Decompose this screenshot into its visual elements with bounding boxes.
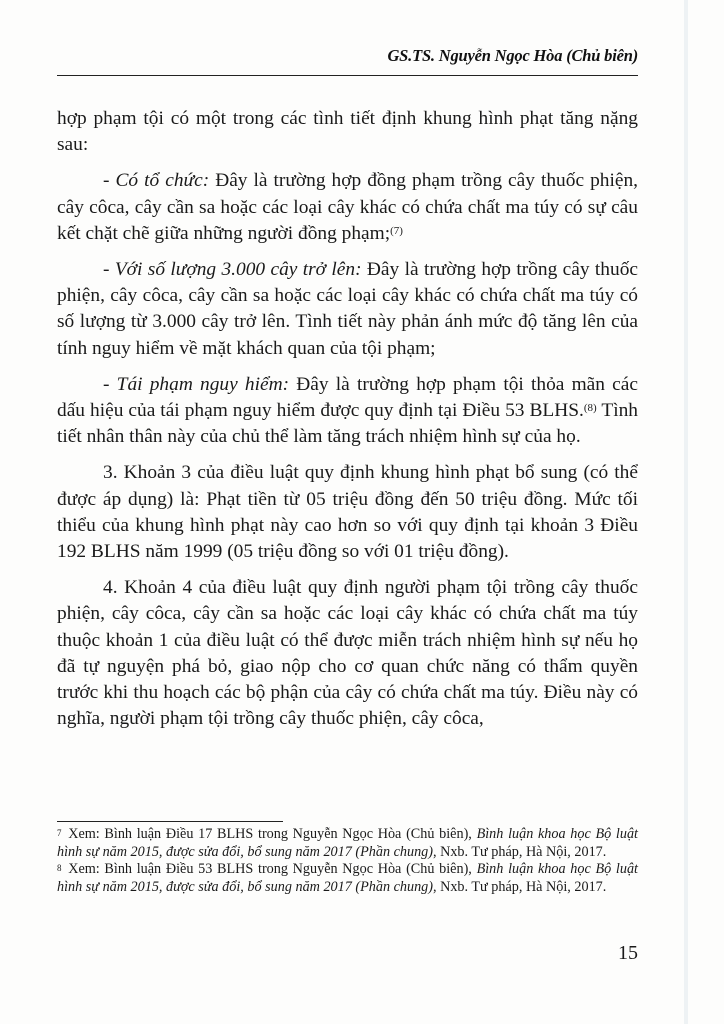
paragraph-text: Tình tiết nhân thân này của chủ thể làm tăng trách nhiệm hình sự của họ. [57, 400, 638, 448]
paragraph-text: Đây là trường hợp đồng phạm trồng cây thuốc phiện, cây côca, cây cần sa hoặc các loại cây khác có chứa chất ma túy có sự câu kết chặt chẽ giữa những người đồng phạm; [57, 170, 638, 244]
footnote-number: 8 [57, 863, 62, 874]
page-gutter-shade [684, 0, 688, 1024]
paragraph-so-luong [57, 257, 638, 362]
paragraph-continuation: hợp phạm tội có một trong các tình tiết định khung hình phạt tăng nặng sau: [57, 108, 638, 156]
paragraph-khoan-4: 4. Khoản 4 của điều luật quy định người phạm tội trồng cây thuốc phiện, cây côca, cây cần sa hoặc các loại cây khác có chứa chất ma túy thuộc khoản 1 của điều luật có thể được miễn trách nhiệm hình sự nếu họ đã tự nguyện phá bỏ, giao nộp cho cơ quan chức năng có thẩm quyền trước khi thu hoạch các bộ phận của cây có chứa chất ma túy. Điều này có nghĩa, người phạm tội trồng cây thuốc phiện, cây côca, [57, 577, 638, 730]
paragraph-text: Đây là trường hợp phạm tội thỏa mãn các dấu hiệu của tái phạm nguy hiểm được quy định tại Điều 53 BLHS. [57, 373, 638, 422]
page-number: 15 [618, 942, 638, 964]
paragraph-khoan-3: 3. Khoản 3 của điều luật quy định khung hình phạt bổ sung (có thể được áp dụng) là: Phạt tiền từ 05 triệu đồng đến 50 triệu đồng. Mức tối thiểu của khung hình phạt này cao hơn so với quy định tại khoản 3 Điều 192 BLHS năm 1999 (05 triệu đồng so với 01 triệu đồng). [57, 462, 638, 563]
footnote-number: 7 [57, 828, 62, 838]
paragraph-text: Đây là trường hợp trồng cây thuốc phiện, cây côca, cây cần sa hoặc các loại cây khác có chứa chất ma túy có số lượng từ 3.000 cây trở lên. Tình tiết này phản ánh mức độ tăng lên của tính nguy hiểm về mặt khách quan của tội phạm; [57, 259, 638, 359]
paragraph-label: - Có tổ chức: [103, 170, 210, 192]
header-rule [57, 75, 638, 76]
body-text [57, 106, 638, 742]
footnote-7 [57, 826, 638, 861]
running-head: GS.TS. Nguyễn Ngọc Hòa (Chủ biên) [387, 46, 638, 65]
footnote-ref-8[interactable]: (8) [583, 402, 597, 415]
paragraph-label: - Tái phạm nguy hiểm: [103, 373, 290, 395]
paragraph-tai-pham [57, 372, 638, 451]
footnote-rule [57, 821, 283, 822]
footnotes [57, 826, 638, 896]
footnote-text: Xem: Bình luận Điều 53 BLHS trong Nguyễn Ngọc Hòa (Chủ biên), [63, 861, 477, 878]
footnote-text: , Nxb. Tư pháp, Hà Nội, 2017. [433, 843, 607, 860]
footnote-text: Xem: Bình luận Điều 17 BLHS trong Nguyễn Ngọc Hòa (Chủ biên), [63, 826, 477, 842]
paragraph-label: - Với số lượng 3.000 cây trở lên: [103, 259, 362, 281]
footnote-book-title: Bình luận khoa học Bộ luật hình sự năm 2015, được sửa đổi, bổ sung năm 2017 (Phần chung) [57, 826, 639, 860]
footnote-text: , Nxb. Tư pháp, Hà Nội, 2017. [433, 878, 607, 895]
footnote-ref-7[interactable]: (7) [390, 224, 403, 237]
paragraph-co-to-chuc [57, 168, 638, 247]
footnote-8 [57, 861, 638, 896]
footnote-book-title: Bình luận khoa học Bộ luật hình sự năm 2015, được sửa đổi, bổ sung năm 2017 (Phần chung) [57, 861, 639, 895]
